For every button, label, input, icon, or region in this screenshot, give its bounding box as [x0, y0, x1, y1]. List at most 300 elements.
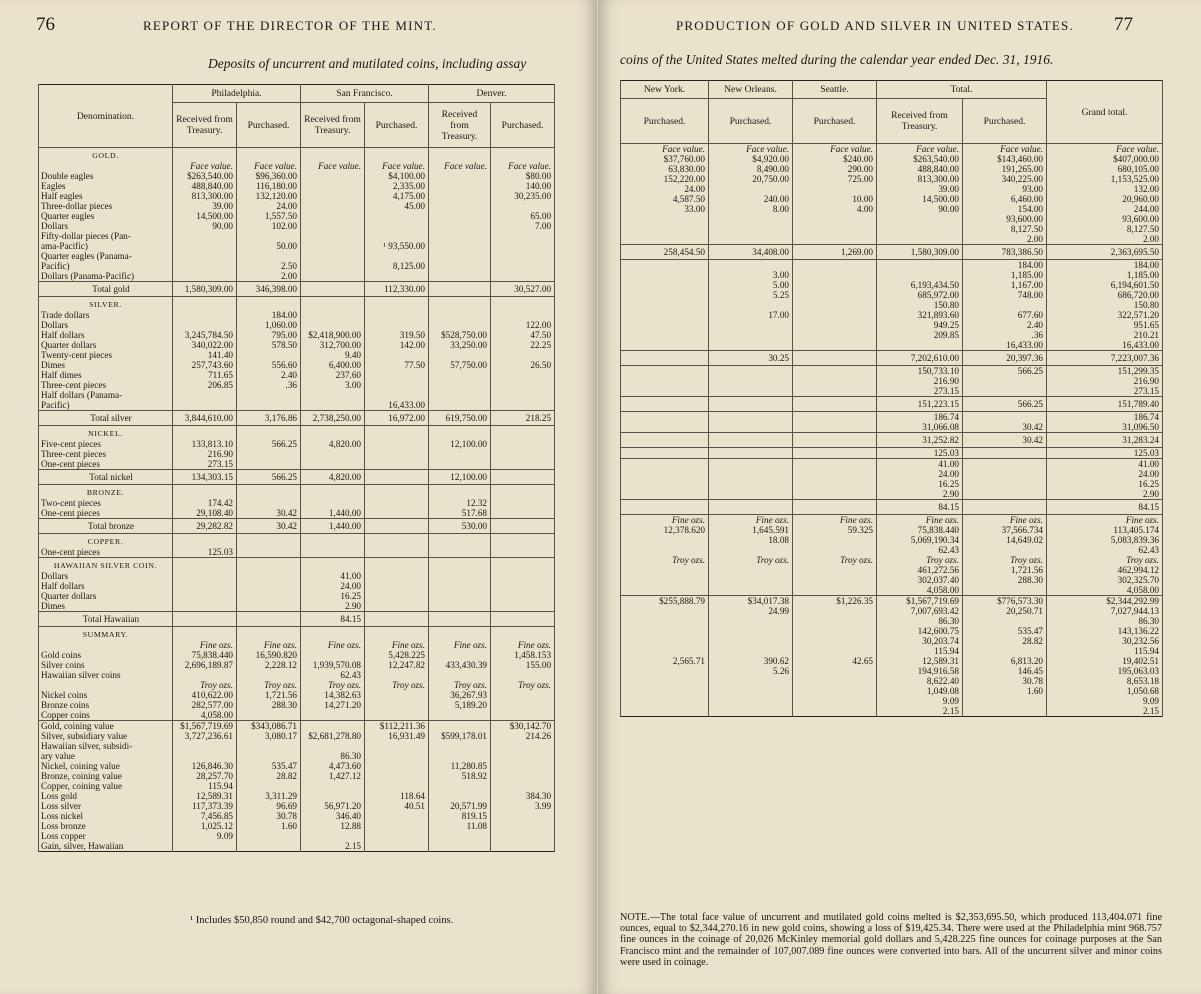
denomination-label: Copper coins — [39, 710, 173, 721]
table-cell — [237, 841, 301, 852]
table-cell: 7.00 — [491, 221, 555, 231]
table-cell — [793, 646, 877, 656]
table-row — [621, 459, 1163, 469]
table-cell — [491, 821, 555, 831]
table-row — [621, 412, 1163, 422]
table-cell — [963, 300, 1047, 310]
table-cell — [173, 241, 237, 251]
table-cell — [709, 686, 793, 696]
denomination-label: Hawaiian silver coins — [39, 670, 173, 680]
table-cell — [491, 297, 555, 311]
table-row — [39, 508, 555, 519]
table-cell — [173, 751, 237, 761]
table-cell — [877, 214, 963, 224]
denomination-label: Total Hawaiian — [39, 612, 173, 627]
table-cell: $240.00 — [793, 154, 877, 164]
table-cell — [963, 376, 1047, 386]
table-cell — [621, 351, 709, 366]
table-cell: 321,893.60 — [877, 310, 963, 320]
purchased-header: Purchased. — [621, 99, 709, 144]
table-cell — [621, 433, 709, 448]
table-cell: 2.00 — [963, 234, 1047, 245]
table-cell — [365, 781, 429, 791]
table-cell: 8.00 — [709, 204, 793, 214]
denomination-label: SILVER. — [39, 297, 173, 311]
table-cell — [365, 700, 429, 710]
denomination-label: Three-cent pieces — [39, 380, 173, 390]
table-cell — [429, 547, 491, 558]
table-cell — [491, 811, 555, 821]
table-cell — [301, 282, 365, 297]
table-cell: 340,022.00 — [173, 340, 237, 350]
table-cell: 151,789.40 — [1047, 397, 1163, 412]
table-cell: 4,820.00 — [301, 439, 365, 449]
table-row — [39, 791, 555, 801]
table-cell: 209.85 — [877, 330, 963, 340]
table-cell: 1,185.00 — [1047, 270, 1163, 280]
table-cell: 22.25 — [491, 340, 555, 350]
table-cell: $1,226.35 — [793, 596, 877, 607]
table-cell — [621, 626, 709, 636]
table-row — [39, 761, 555, 771]
table-row — [39, 251, 555, 261]
table-cell — [491, 690, 555, 700]
table-cell — [793, 300, 877, 310]
table-cell — [365, 449, 429, 459]
table-cell: 282,577.00 — [173, 700, 237, 710]
table-cell — [429, 181, 491, 191]
table-cell — [429, 781, 491, 791]
note-paragraph: NOTE.—The total face value of uncurrent and mutilated gold coins melted is $2,353,695.50, which produced 113,404.071 fine ounces, equal to $2,344,270.16 in new gold coins, showing a loss of $19,425.34. There were used at the Philadelphia mint 968.757 fine ounces in the coinage of 20,026 McKinley memorial gold dollars and 5,428.225 fine ounces for coinage purposes at the San Francisco mint and the remainder of 107,007.089 fine ounces were converted into bars. All of the uncurrent silver and minor coins were used in coinage. — [620, 912, 1162, 968]
table-cell — [793, 479, 877, 489]
table-cell: 16.25 — [301, 591, 365, 601]
table-cell — [301, 485, 365, 499]
table-cell: Fine ozs. — [429, 640, 491, 650]
table-row — [621, 469, 1163, 479]
table-cell — [491, 670, 555, 680]
table-cell — [963, 459, 1047, 469]
denomination-label: Total bronze — [39, 519, 173, 534]
table-row — [39, 591, 555, 601]
table-cell: 30.42 — [237, 508, 301, 519]
table-cell — [491, 251, 555, 261]
table-cell: 63,830.00 — [621, 164, 709, 174]
table-cell: 3,080.17 — [237, 731, 301, 741]
table-row — [621, 270, 1163, 280]
table-cell: Troy ozs. — [491, 680, 555, 690]
table-cell — [709, 184, 793, 194]
table-row — [39, 841, 555, 852]
table-cell — [621, 366, 709, 376]
mint-header-philadelphia: Philadelphia. — [173, 85, 301, 103]
table-cell — [301, 721, 365, 732]
table-cell — [491, 459, 555, 470]
table-row — [621, 320, 1163, 330]
table-cell — [793, 706, 877, 717]
table-cell — [429, 485, 491, 499]
table-cell: Face value. — [491, 161, 555, 171]
running-header: PRODUCTION OF GOLD AND SILVER IN UNITED STATES. — [676, 18, 1074, 33]
table-cell — [429, 571, 491, 581]
table-cell — [365, 508, 429, 519]
denomination-label: Silver coins — [39, 660, 173, 670]
table-cell — [237, 148, 301, 162]
table-cell — [429, 612, 491, 627]
table-row — [621, 515, 1163, 525]
table-cell — [793, 626, 877, 636]
table-cell: 4,587.50 — [621, 194, 709, 204]
denomination-label: Trade dollars — [39, 310, 173, 320]
table-cell: 18.08 — [709, 535, 793, 545]
table-cell: 5.26 — [709, 666, 793, 676]
table-cell: 28,257.70 — [173, 771, 237, 781]
table-cell: $2,681,278.80 — [301, 731, 365, 741]
table-row — [39, 640, 555, 650]
table-cell — [491, 201, 555, 211]
table-cell — [429, 627, 491, 641]
table-cell — [793, 376, 877, 386]
denomination-label: Dollars — [39, 221, 173, 231]
table-cell — [793, 184, 877, 194]
table-cell: 273.15 — [1047, 386, 1163, 397]
table-cell — [301, 241, 365, 251]
table-cell — [365, 547, 429, 558]
table-cell: $2,418,900.00 — [301, 330, 365, 340]
table-cell — [301, 297, 365, 311]
table-row — [621, 330, 1163, 340]
table-cell: 566.25 — [963, 366, 1047, 376]
table-cell: 39.00 — [173, 201, 237, 211]
table-cell — [621, 706, 709, 717]
table-cell: 2.15 — [1047, 706, 1163, 717]
table-cell: $776,573.30 — [963, 596, 1047, 607]
table-cell — [301, 449, 365, 459]
table-cell: 24.00 — [621, 184, 709, 194]
denomination-label: Loss silver — [39, 801, 173, 811]
denomination-label: Pacific) — [39, 261, 173, 271]
table-cell — [621, 290, 709, 300]
table-cell: 30.42 — [963, 422, 1047, 433]
table-cell — [621, 280, 709, 290]
table-cell — [793, 270, 877, 280]
denomination-label — [39, 680, 173, 690]
table-cell: 75,838.440 — [173, 650, 237, 660]
table-cell: 240.00 — [709, 194, 793, 204]
table-cell: 3,311.29 — [237, 791, 301, 801]
table-cell: 312,700.00 — [301, 340, 365, 350]
table-cell: 1,440.00 — [301, 519, 365, 534]
table-cell: 75,838.440 — [877, 525, 963, 535]
table-row — [621, 164, 1163, 174]
table-row — [621, 575, 1163, 585]
table-cell: $1,567,719.69 — [173, 721, 237, 732]
table-cell: 410,622.00 — [173, 690, 237, 700]
table-cell — [237, 547, 301, 558]
table-cell: 62.43 — [1047, 545, 1163, 555]
received-header: Received from Treasury. — [877, 99, 963, 144]
table-cell: 8,127.50 — [1047, 224, 1163, 234]
table-cell: 28.82 — [963, 636, 1047, 646]
table-cell: $263,540.00 — [877, 154, 963, 164]
table-cell — [237, 459, 301, 470]
table-cell — [877, 340, 963, 351]
table-cell — [365, 370, 429, 380]
table-cell: Troy ozs. — [621, 555, 709, 565]
table-cell: $112,211.36 — [365, 721, 429, 732]
denomination-header: Denomination. — [39, 85, 173, 148]
table-cell — [709, 565, 793, 575]
table-cell — [491, 831, 555, 841]
denomination-label: Total nickel — [39, 470, 173, 485]
table-row — [39, 171, 555, 181]
table-cell: 11.08 — [429, 821, 491, 831]
table-cell: 154.00 — [963, 204, 1047, 214]
table-cell: .36 — [237, 380, 301, 390]
table-cell — [793, 676, 877, 686]
denomination-label: NICKEL. — [39, 426, 173, 440]
table-cell: 33,250.00 — [429, 340, 491, 350]
table-cell — [365, 459, 429, 470]
table-cell — [429, 581, 491, 591]
table-cell — [621, 422, 709, 433]
table-cell: $30,142.70 — [491, 721, 555, 732]
table-cell: 216.90 — [173, 449, 237, 459]
table-cell — [429, 459, 491, 470]
table-cell — [301, 534, 365, 548]
table-cell — [237, 601, 301, 612]
table-row — [39, 571, 555, 581]
table-row — [39, 426, 555, 440]
table-cell — [301, 400, 365, 411]
table-cell: 488,840.00 — [173, 181, 237, 191]
table-cell — [429, 201, 491, 211]
table-row — [621, 386, 1163, 397]
table-row — [39, 519, 555, 534]
table-cell — [237, 751, 301, 761]
table-cell — [621, 469, 709, 479]
table-cell: 115.94 — [877, 646, 963, 656]
table-cell: 1,939,570.08 — [301, 660, 365, 670]
table-cell: Face value. — [793, 144, 877, 154]
table-cell — [793, 397, 877, 412]
table-cell — [491, 261, 555, 271]
table-cell — [301, 390, 365, 400]
table-cell — [301, 261, 365, 271]
denomination-label: SUMMARY. — [39, 627, 173, 641]
table-cell — [173, 310, 237, 320]
purchased-header: Purchased. — [365, 103, 429, 148]
table-row — [39, 400, 555, 411]
table-cell: Fine ozs. — [877, 515, 963, 525]
denomination-label: Pacific) — [39, 400, 173, 411]
table-row — [39, 547, 555, 558]
table-row — [39, 439, 555, 449]
table-row — [39, 148, 555, 162]
table-cell — [621, 479, 709, 489]
table-cell: 24.00 — [877, 469, 963, 479]
table-cell: 319.50 — [365, 330, 429, 340]
denomination-label: Gold, coining value — [39, 721, 173, 732]
table-cell: 1,580,309.00 — [173, 282, 237, 297]
table-cell: 619,750.00 — [429, 411, 491, 426]
table-cell — [793, 448, 877, 459]
table-row — [621, 144, 1163, 154]
table-cell — [365, 811, 429, 821]
table-cell: 65.00 — [491, 211, 555, 221]
table-row — [39, 627, 555, 641]
table-cell — [491, 439, 555, 449]
table-row — [621, 535, 1163, 545]
table-row — [621, 545, 1163, 555]
table-cell — [963, 500, 1047, 515]
table-cell: 41.00 — [301, 571, 365, 581]
table-cell — [429, 261, 491, 271]
denomination-label: Dollars — [39, 320, 173, 330]
table-cell — [173, 841, 237, 852]
table-cell — [621, 565, 709, 575]
table-cell — [301, 221, 365, 231]
table-cell — [709, 300, 793, 310]
table-cell: 218.25 — [491, 411, 555, 426]
table-cell: 133,813.10 — [173, 439, 237, 449]
table-cell — [365, 690, 429, 700]
table-cell: 1,458.153 — [491, 650, 555, 660]
table-cell — [621, 340, 709, 351]
denomination-label: Fifty-dollar pieces (Pan- — [39, 231, 173, 241]
table-cell — [173, 601, 237, 612]
table-cell: 12.88 — [301, 821, 365, 831]
table-row — [39, 650, 555, 660]
table-row — [39, 781, 555, 791]
table-cell — [301, 231, 365, 241]
table-row — [621, 245, 1163, 260]
table-cell: 288.30 — [963, 575, 1047, 585]
table-row — [39, 161, 555, 171]
table-cell — [793, 686, 877, 696]
table-cell — [429, 591, 491, 601]
right-page — [598, 0, 1201, 994]
table-cell: 36,267.93 — [429, 690, 491, 700]
table-row — [621, 525, 1163, 535]
purchased-header: Purchased. — [237, 103, 301, 148]
table-cell: 12,589.31 — [877, 656, 963, 666]
table-cell — [301, 498, 365, 508]
table-cell — [793, 545, 877, 555]
table-cell — [429, 297, 491, 311]
page-number: 77 — [1114, 14, 1133, 35]
table-cell — [621, 696, 709, 706]
table-row — [621, 479, 1163, 489]
table-cell: 346.40 — [301, 811, 365, 821]
page-number: 76 — [36, 14, 55, 35]
table-cell — [491, 470, 555, 485]
table-cell — [301, 781, 365, 791]
table-row — [39, 282, 555, 297]
table-cell — [621, 330, 709, 340]
table-cell — [491, 601, 555, 612]
table-cell: 4,058.00 — [877, 585, 963, 596]
purchased-header: Purchased. — [793, 99, 877, 144]
table-row — [621, 656, 1163, 666]
table-cell: 93,600.00 — [1047, 214, 1163, 224]
table-cell: 1,721.56 — [237, 690, 301, 700]
table-cell: 2.40 — [237, 370, 301, 380]
table-cell — [793, 535, 877, 545]
table-cell: 186.74 — [1047, 412, 1163, 422]
table-cell — [429, 370, 491, 380]
table-cell: 566.25 — [963, 397, 1047, 412]
table-cell — [429, 601, 491, 612]
table-cell: 384.30 — [491, 791, 555, 801]
table-cell: 6,194,601.50 — [1047, 280, 1163, 290]
table-cell — [365, 519, 429, 534]
table-cell — [237, 558, 301, 572]
table-cell: 20,960.00 — [1047, 194, 1163, 204]
table-cell — [429, 650, 491, 660]
table-row — [39, 700, 555, 710]
table-cell: Fine ozs. — [793, 515, 877, 525]
table-cell — [709, 224, 793, 234]
table-cell — [429, 211, 491, 221]
table-cell: 535.47 — [963, 626, 1047, 636]
denomination-label: ary value — [39, 751, 173, 761]
table-cell: 237.60 — [301, 370, 365, 380]
table-cell — [237, 350, 301, 360]
table-cell — [429, 751, 491, 761]
table-cell — [173, 320, 237, 330]
table-cell — [491, 508, 555, 519]
table-cell: Fine ozs. — [963, 515, 1047, 525]
table-cell: 86.30 — [1047, 616, 1163, 626]
table-cell — [709, 500, 793, 515]
table-cell — [365, 221, 429, 231]
table-row — [621, 194, 1163, 204]
table-cell: Face value. — [709, 144, 793, 154]
table-row — [39, 771, 555, 781]
table-cell — [709, 397, 793, 412]
table-cell: 16.25 — [877, 479, 963, 489]
table-row — [39, 390, 555, 400]
table-row — [621, 585, 1163, 596]
denomination-label: HAWAIIAN SILVER COIN. — [39, 558, 173, 572]
table-cell: 8,127.50 — [963, 224, 1047, 234]
table-cell — [301, 310, 365, 320]
table-cell — [365, 751, 429, 761]
table-cell: 1,049.08 — [877, 686, 963, 696]
table-cell: 4,820.00 — [301, 470, 365, 485]
purchased-header: Purchased. — [491, 103, 555, 148]
table-row — [39, 821, 555, 831]
table-cell — [173, 271, 237, 282]
total-header: Total. — [877, 81, 1047, 99]
table-cell: 17.00 — [709, 310, 793, 320]
table-cell: 20,571.99 — [429, 801, 491, 811]
table-cell: 1,167.00 — [963, 280, 1047, 290]
table-cell: $143,460.00 — [963, 154, 1047, 164]
table-row — [621, 280, 1163, 290]
table-cell — [963, 479, 1047, 489]
table-cell: 30,203.74 — [877, 636, 963, 646]
table-cell: 556.60 — [237, 360, 301, 370]
denomination-label: ama-Pacific) — [39, 241, 173, 251]
table-cell: Troy ozs. — [301, 680, 365, 690]
table-cell: 125.03 — [173, 547, 237, 558]
table-cell: Fine ozs. — [365, 640, 429, 650]
table-cell: 2.90 — [1047, 489, 1163, 500]
table-cell: 3,245,784.50 — [173, 330, 237, 340]
table-row — [621, 636, 1163, 646]
table-caption: Deposits of uncurrent and mutilated coins, including assay — [208, 56, 527, 71]
